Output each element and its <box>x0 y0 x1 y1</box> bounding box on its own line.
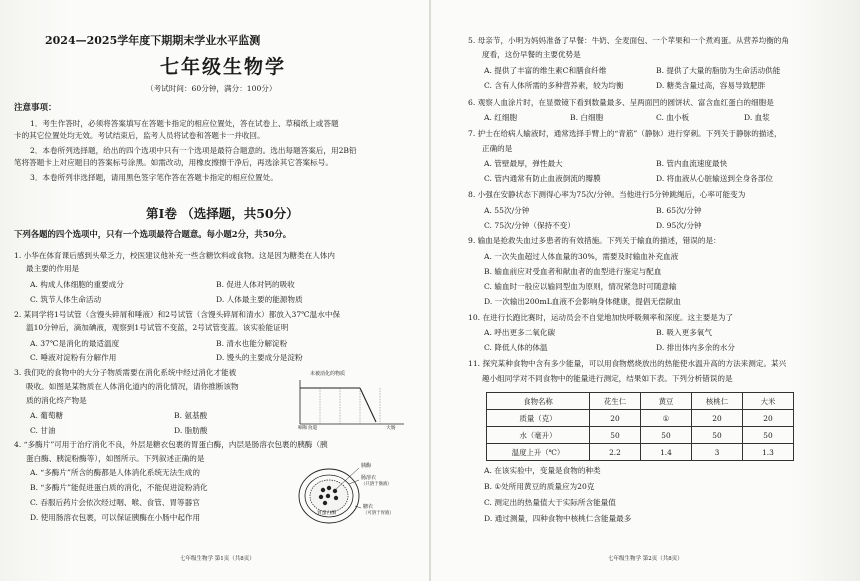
table-cell: 50 <box>590 427 641 444</box>
q8-option-c: C. 75次/分钟（保持不变） <box>484 221 575 230</box>
q3-option-a: A. 葡萄糖 <box>30 411 64 420</box>
food-energy-table <box>486 392 794 461</box>
q10-option-b: B. 吸入更多氧气 <box>656 328 712 337</box>
q4-option-d: D. 使用肠溶衣包裹，可以保证胰酶在小肠中起作用 <box>30 513 201 522</box>
table-row <box>487 427 794 444</box>
table-cell: ① <box>641 410 692 427</box>
table-cell: 1.3 <box>743 444 794 461</box>
q6-option-a: A. 红细胞 <box>484 113 518 122</box>
q3-stem: 质的消化终产物是 <box>26 396 87 405</box>
q5-option-a: A. 提供了丰富的维生素C和膳食纤维 <box>484 66 607 75</box>
label-sugar-coat-note: （可溶于胃液） <box>363 511 394 516</box>
notice-line: 笔将答题卡上对应题目的答案标号涂黑。如需改动，用橡皮擦擦干净后，再选涂其它答案标号。 <box>14 158 333 167</box>
q2-option-c: C. 唾液对淀粉有分解作用 <box>30 353 117 362</box>
q5-option-b: B. 提供了大量的脂肪为生命活动供能 <box>656 66 781 75</box>
q3-stem: 吸收。如图是某物质在人体消化道内的消化情况，请你推断该物 <box>26 382 239 391</box>
q3-option-b: B. 氨基酸 <box>174 411 208 420</box>
q10-option-a: A. 呼出更多二氧化碳 <box>484 328 556 337</box>
table-header-cell: 食物名称 <box>487 393 590 410</box>
label-pepsin: 胃蛋白酶 <box>317 511 337 516</box>
table-cell: 水（毫升） <box>487 427 590 444</box>
q11-stem: 11. 探究某种食物中含有多少能量，可以用食物燃烧放出的热能使水温升高的方法来测定。某兴 <box>468 359 787 368</box>
label-sugar-coat: 糖衣 <box>363 504 374 510</box>
table-cell: 质量（克） <box>487 410 590 427</box>
q1-option-c: C. 筑节人体生命活动 <box>30 295 102 304</box>
table-header-cell: 黄豆 <box>641 393 692 410</box>
table-header-cell: 花生仁 <box>590 393 641 410</box>
q3-option-d: D. 脂肪酸 <box>174 426 208 435</box>
q7-option-d: D. 将血液从心脏输送到全身各部位 <box>656 174 773 183</box>
q9-option-a: A. 一次失血超过人体血量的30%，需要及时输血补充血液 <box>484 252 679 261</box>
table-cell: 3 <box>692 444 743 461</box>
q10-option-d: D. 排出体内多余的水分 <box>656 343 735 352</box>
graph-title: 未被消化的物质 <box>310 371 346 377</box>
table-header-cell: 大米 <box>743 393 794 410</box>
page-fold <box>429 0 431 581</box>
exam-title: 2024—2025学年度下期期末学业水平监测 <box>45 34 261 47</box>
q4-stem: 4. “多酶片”可用于治疗消化不良，外层是糖衣包裹的胃蛋白酶，内层是肠溶衣包裹的胰酶（胰 <box>14 440 328 449</box>
table-cell: 20 <box>743 410 794 427</box>
section-title: 第Ⅰ卷 （选择题，共50分） <box>146 206 299 221</box>
q6-option-c: C. 血小板 <box>656 113 690 122</box>
q6-option-d: D. 血浆 <box>744 113 770 122</box>
q5-option-d: D. 糖类含量过高，容易导致肥胖 <box>656 81 766 90</box>
q8-option-d: D. 95次/分钟 <box>656 221 702 230</box>
q9-stem: 9. 输血是抢救失血过多患者的有效措施。下列关于输血的描述，错误的是： <box>468 236 721 245</box>
q8-stem: 8. 小强在安静状态下测得心率为75次/分钟。当他进行5分钟跳绳后，心率可能变为 <box>468 190 746 199</box>
q1-option-d: D. 人体最主要的能源物质 <box>216 295 303 304</box>
q10-option-c: C. 降低人体的体温 <box>484 343 548 352</box>
graph-x-label-right: 大肠 <box>386 426 396 431</box>
q9-option-c: C. 输血时一般应以输同型血为原则，情况紧急时可随意输 <box>484 282 677 291</box>
digestion-graph <box>296 371 408 434</box>
q4-option-a: A. “多酶片”所含的酶都是人体消化系统无法生成的 <box>30 468 200 477</box>
table-cell: 50 <box>641 427 692 444</box>
table-row <box>487 410 794 427</box>
q5-option-c: C. 含有人体所需的多种营养素，较为均衡 <box>484 81 624 90</box>
q2-option-b: B. 清水也能分解淀粉 <box>216 339 288 348</box>
table-row <box>487 444 794 461</box>
label-enzyme: 胰酶 <box>361 463 372 469</box>
notice-heading: 注意事项： <box>14 103 57 113</box>
table-cell: 50 <box>692 427 743 444</box>
q5-stem: 5. 母亲节，小明为妈妈准备了早餐：牛奶、全麦面包、一个苹果和一个煮鸡蛋。从营养均衡的角 <box>468 36 789 45</box>
table-cell: 50 <box>743 427 794 444</box>
page-footer: 七年级生物学 第2页（共8页） <box>608 556 683 562</box>
graph-x-label-left: 咽和食道 <box>298 426 318 431</box>
page-footer: 七年级生物学 第1页（共8页） <box>180 556 255 562</box>
q11-option-c: C. 测定出的热量值大于实际所含能量值 <box>484 498 616 507</box>
table-cell: 20 <box>590 410 641 427</box>
q11-option-a: A. 在该实验中，变量是食物的种类 <box>484 466 601 475</box>
q9-option-b: B. 输血前应对受血者和献血者的血型进行鉴定与配血 <box>484 267 662 276</box>
q3-option-c: C. 甘油 <box>30 426 56 435</box>
notice-line: 卡的其它位置处均无效。考试结束后，监考人员将试卷和答题卡一并收回。 <box>14 131 265 140</box>
q2-option-a: A. 37℃是消化的最适温度 <box>30 339 120 348</box>
notice-line: 2．本卷所列选择题，给出的四个选项中只有一个选项是最符合题意的。选出每题答案后，用2B铅 <box>30 146 357 155</box>
label-enteric-coat-note: （只溶于肠液） <box>361 482 392 487</box>
tablet-diagram <box>295 460 415 530</box>
q11-option-d: D. 通过测量，四种食物中核桃仁含能量最多 <box>484 514 632 523</box>
table-cell: 温度上升（℃） <box>487 444 590 461</box>
q8-option-b: B. 65次/分钟 <box>656 206 702 215</box>
table-cell: 1.4 <box>641 444 692 461</box>
q1-option-b: B. 促进人体对钙的吸收 <box>216 280 295 289</box>
q7-option-a: A. 管壁最厚，弹性最大 <box>484 159 563 168</box>
q7-stem: 正确的是 <box>482 144 513 153</box>
q9-option-d: D. 一次输出200mL血液不会影响身体健康，提倡无偿献血 <box>484 297 681 306</box>
q7-option-b: B. 管内血流速度最快 <box>656 159 728 168</box>
q10-stem: 10. 在进行长跑比赛时，运动员会不自觉地加快呼吸频率和深度。这主要是为了 <box>468 313 734 322</box>
table-cell: 2.2 <box>590 444 641 461</box>
q2-option-d: D. 馒头的主要成分是淀粉 <box>216 353 303 362</box>
q1-option-a: A. 构成人体细胞的重要成分 <box>30 280 124 289</box>
q1-stem: 1. 小华在体育课后感到头晕乏力，校医建议他补充一些含糖饮料或食物。这是因为糖类在人体内 <box>14 251 335 260</box>
exam-info: （考试时间：60分钟，满分：100分） <box>146 84 277 93</box>
q4-option-b: B. “多酶片”能促进蛋白质的消化，不能促进淀粉消化 <box>30 483 208 492</box>
q3-stem: 3. 我们吃的食物中的大分子物质需要在消化系统中经过消化才能被 <box>14 368 237 377</box>
notice-line: 1．考生作答时，必须将答案填写在答题卡指定的相应位置处，答在试卷上、草稿纸上或答题 <box>30 119 339 128</box>
q6-option-b: B. 白细胞 <box>570 113 604 122</box>
q7-option-c: C. 管内通常有防止血液倒流的瓣膜 <box>484 174 601 183</box>
q4-option-c: C. 吞服后药片会依次经过咽、喉、食管、胃等器官 <box>30 498 200 507</box>
q2-stem: 2. 某同学将1号试管（含馒头碎屑和唾液）和2号试管（含馒头碎屑和清水）都放入37℃温水中保 <box>14 310 341 319</box>
q4-stem: 蛋白酶、胰淀粉酶等），如图所示。下列叙述正确的是 <box>26 454 205 463</box>
q1-stem: 最主要的作用是 <box>26 264 80 273</box>
q11-option-b: B. ①处所用黄豆的质量应为20克 <box>484 482 595 491</box>
q7-stem: 7. 护士在给病人输液时，通常选择手臂上的“青筋”（静脉）进行穿刺。下列关于静脉的描述， <box>468 129 782 138</box>
table-cell: 20 <box>692 410 743 427</box>
q11-stem: 趣小组同学对不同食物中的能量进行测定，结果如下表。下列分析错误的是 <box>482 374 733 383</box>
q8-option-a: A. 55次/分钟 <box>484 206 530 215</box>
q6-stem: 6. 观察人血涂片时，在显微镜下看到数量最多、呈两面凹的圆饼状、富含血红蛋白的细胞是 <box>468 98 774 107</box>
subject-title: 七年级生物学 <box>160 56 287 78</box>
notice-line: 3．本卷所列非选择题，请用黑色签字笔作答在答题卡指定的相应位置处。 <box>30 173 278 182</box>
table-header-row <box>487 393 794 410</box>
table-header-cell: 核桃仁 <box>692 393 743 410</box>
q2-stem: 温10分钟后，滴加碘液，观察到1号试管不变蓝，2号试管变蓝。该实验能证明 <box>26 323 289 332</box>
label-enteric-coat: 肠溶衣 <box>361 475 377 481</box>
q5-stem: 度看，这份早餐的主要优势是 <box>482 50 581 59</box>
section-intro: 下列各题的四个选项中，只有一个选项最符合题意。每小题2分，共50分。 <box>14 229 292 239</box>
